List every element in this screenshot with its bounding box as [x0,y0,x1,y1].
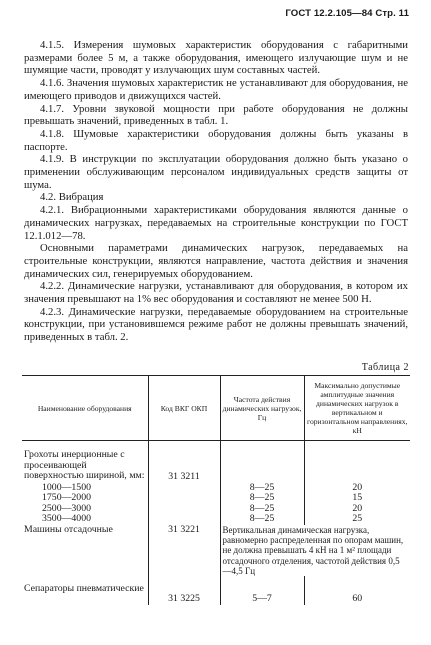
table-row [22,441,410,483]
row-name: Сепараторы пневматические [24,582,144,594]
table-header-row [22,376,410,441]
paragraph-4-1-7: 4.1.7. Уровни звуковой мощности при работе оборудования не должны превышать значений, приведенных в табл. 1. [24,102,408,128]
row-load: 25 [304,514,410,525]
paragraph-4-1-6: 4.1.6. Значения шумовых характеристик не устанавливают для оборудования, не имеющего приводов и движущихся частей. [24,77,408,102]
paragraph-4-1-8: 4.1.8. Шумовые характеристики оборудования должны быть указаны в паспорте. [24,127,408,153]
row-code [148,483,220,494]
row-code: 31 3225 [148,576,220,605]
table-caption: Таблица 2 [361,362,409,373]
document-body [24,39,408,344]
header-frequency: Частота действия динамических нагрузок, Гц [220,376,304,441]
table-2 [22,375,410,605]
row-frequency: 8—25 [220,493,304,504]
row-frequency: 8—25 [220,514,304,525]
row-code [148,504,220,515]
row-load: 15 [304,493,410,504]
row-load [304,441,410,483]
row-name: Грохоты инерционные с просеивающей поверхностью шириной, мм: [24,449,145,482]
row-load: 60 [304,576,410,605]
header-code: Код ВКГ ОКП [148,376,220,441]
row-name: 1750—2000 [42,492,91,504]
row-frequency [220,441,304,483]
table-row [22,525,410,576]
paragraph-4-1-9: 4.1.9. В инструкции по эксплуатации оборудования должно быть указано о применении обслуживающим персоналом индивидуальных средств защиты от шума. [24,153,408,191]
row-code: 31 3221 [148,525,220,576]
row-name: 2500—3000 [42,502,91,514]
row-frequency: 5—7 [220,576,304,605]
row-name: 3500—4000 [42,513,91,525]
row-merged-note: Вертикальная динамическая нагрузка, равномерно распределенная по опорам машин, не должна превышать 4 кН на 1 м² площади отсадочного отделения, частотой действия 0,5—4,5 Гц [220,525,410,576]
paragraph-4-1-5: 4.1.5. Измерения шумовых характеристик оборудования с габаритными размерами более 5 м, а также оборудования, имеющего излучающие шум и не шумящие части, проводят у излучающих шум составных частей. [24,39,408,77]
header-max-load: Максимально допустимые амплитудные значения динамических нагрузок в вертикальном и горизонтальном направлениях, кН [304,376,410,441]
paragraph-4-2-3: 4.2.3. Динамические нагрузки, передаваемые оборудованием на строительные конструкции, при установившемся режиме работ не должны превышать значений, приведенных в табл. 2. [24,305,408,344]
row-load: 20 [304,504,410,515]
row-load: 20 [304,483,410,494]
row-code: 31 3211 [148,441,220,483]
paragraph-4-2-2: 4.2.2. Динамические нагрузки, устанавливают для оборудования, в котором их значения превышают на 1% вес оборудования и составляют не менее 500 Н. [24,280,408,306]
row-name: Машины отсадочные [24,523,113,535]
page-header: ГОСТ 12.2.105—84 Стр. 11 [285,8,409,19]
row-code [148,493,220,504]
section-heading-vibration: 4.2. Вибрация [40,191,104,204]
paragraph-main-parameters: Основными параметрами динамических нагрузок, передаваемых на строительные конструкции, являются направление, частота действия и значения динамических сил, генерируемых оборудованием. [24,242,408,280]
row-frequency: 8—25 [220,504,304,515]
paragraph-4-2-1: 4.2.1. Вибрационными характеристиками оборудования являются данные о динамических нагрузках, передаваемых на строительные конструкции по ГОСТ 12.1.012—78. [24,204,408,242]
row-name: 1000—1500 [42,481,91,493]
header-equipment-name: Наименование оборудования [22,376,148,441]
table-row [22,576,410,605]
row-frequency: 8—25 [220,483,304,494]
